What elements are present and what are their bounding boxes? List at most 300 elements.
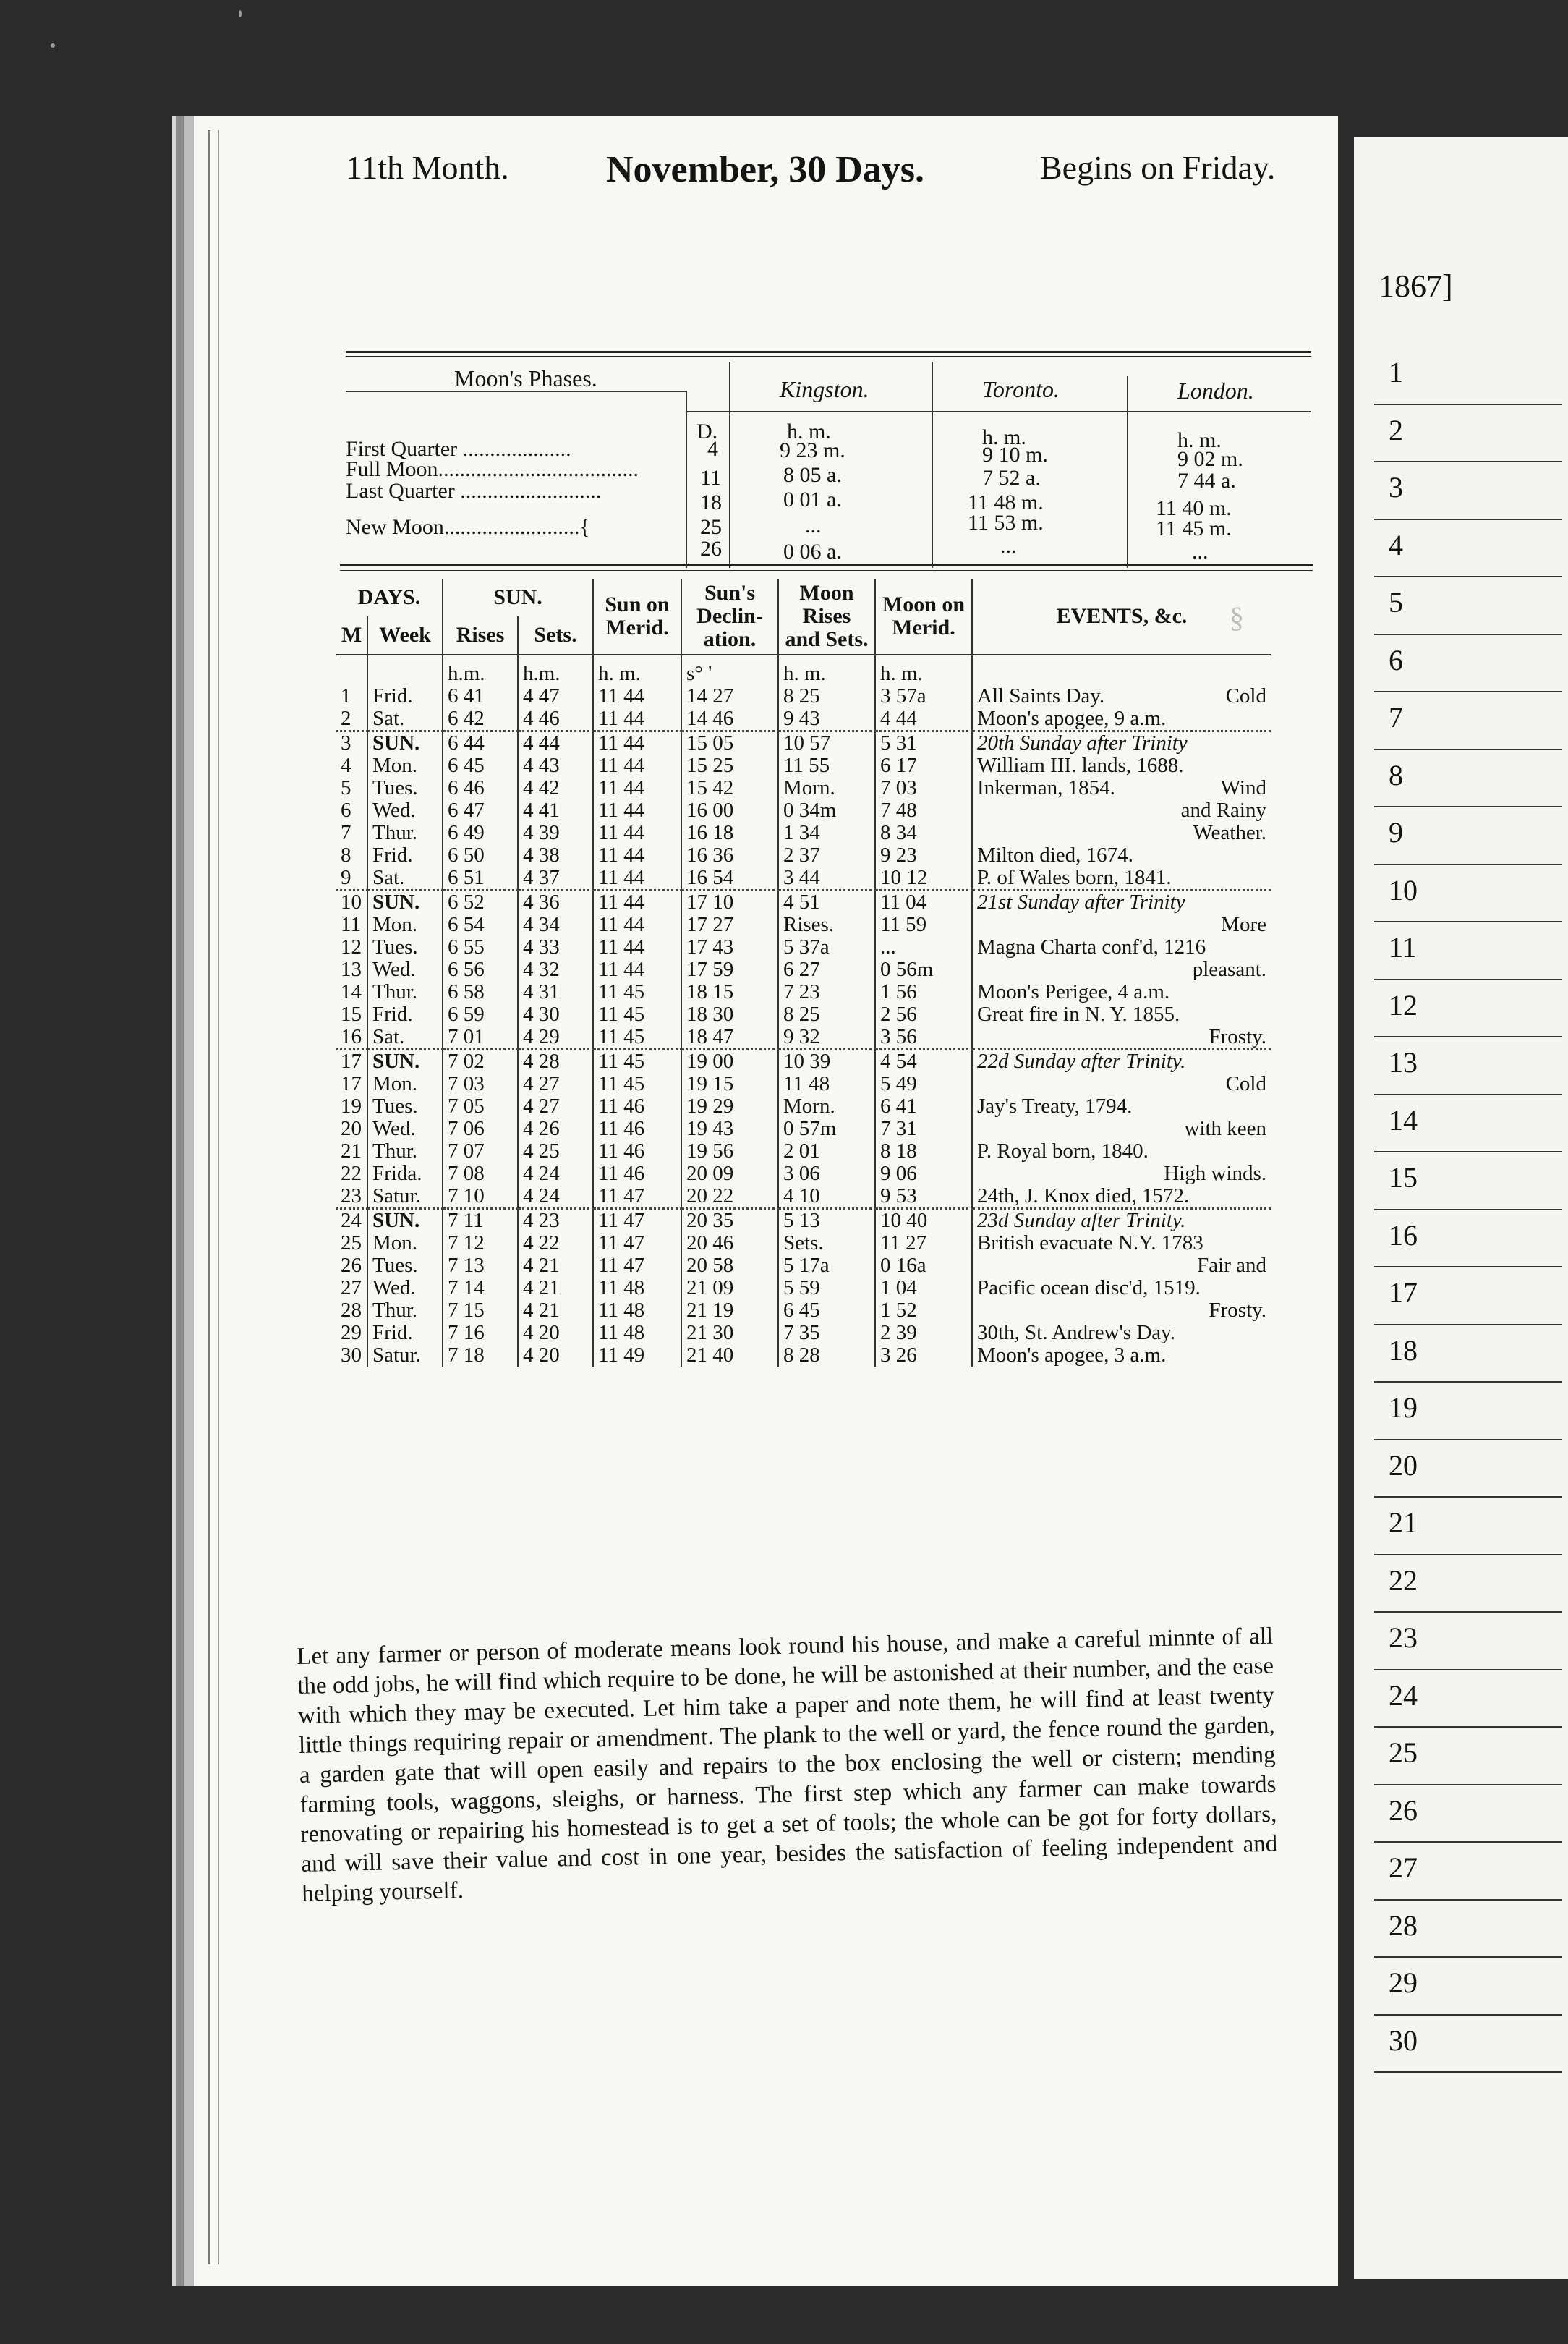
sun-sets: 4 38 — [518, 844, 593, 867]
declination-unit: s° ' — [681, 655, 778, 685]
moon-meridian: 3 57a — [875, 685, 972, 708]
sun-sets: 4 27 — [518, 1073, 593, 1095]
sun-declination: 21 40 — [681, 1344, 778, 1367]
sun-sets: 4 21 — [518, 1254, 593, 1277]
week-day: SUN. — [367, 731, 443, 755]
week-day: Thur. — [367, 1299, 443, 1322]
table-row — [336, 1140, 1271, 1163]
right-page-day-number: 1 — [1374, 347, 1562, 405]
sun-sets: 4 20 — [518, 1322, 593, 1344]
week-day: Sat. — [367, 708, 443, 731]
phase-london-time: 7 44 a. — [1177, 469, 1236, 493]
table-row — [336, 891, 1271, 914]
sun-sets: 4 22 — [518, 1232, 593, 1254]
sun-meridian: 11 44 — [593, 867, 681, 891]
right-page-day-number: 2 — [1374, 405, 1562, 463]
page-header — [346, 148, 1315, 206]
week-day: Frid. — [367, 844, 443, 867]
moon-rises-sets: 5 37a — [778, 936, 875, 959]
phase-kingston-time: 8 05 a. — [783, 463, 842, 487]
right-page-day-number: 27 — [1374, 1843, 1562, 1901]
week-day: Tues. — [367, 1095, 443, 1118]
phase-kingston-time: 9 23 m. — [780, 438, 845, 462]
sun-rises: 7 11 — [443, 1209, 518, 1233]
month-day: 4 — [341, 754, 351, 777]
table-row — [336, 1344, 1271, 1367]
sun-declination: 17 27 — [681, 914, 778, 936]
hm-label: h. m. — [982, 425, 1026, 449]
phase-london-time: 9 02 m. — [1177, 447, 1243, 471]
weather-note: pleasant. — [1192, 958, 1266, 981]
right-page-day-number: 10 — [1374, 865, 1562, 923]
sun-meridian: 11 47 — [593, 1232, 681, 1254]
month-day: 13 — [341, 958, 362, 981]
sun-rises: 7 13 — [443, 1254, 518, 1277]
moon-rises-sets: Rises. — [778, 914, 875, 936]
table-row — [336, 981, 1271, 1003]
moon-rises-sets: 8 28 — [778, 1344, 875, 1367]
weather-note: Cold — [1225, 684, 1266, 708]
month-day: 11 — [341, 913, 361, 936]
weather-note: Frosty. — [1209, 1299, 1266, 1322]
sun-rises: 6 41 — [443, 685, 518, 708]
right-page-year: 1867] — [1379, 268, 1453, 304]
event-text: 30th, St. Andrew's Day. — [977, 1321, 1175, 1344]
day-heading: D. — [696, 420, 718, 443]
right-page-day-list — [1374, 347, 1562, 2073]
sun-rises: 6 51 — [443, 867, 518, 891]
moon-meridian: 4 44 — [875, 708, 972, 731]
phase-day: 4 — [707, 437, 718, 461]
right-page-day-number: 18 — [1374, 1325, 1562, 1383]
right-page-day-number: 20 — [1374, 1440, 1562, 1498]
moon-rises-sets: 0 34m — [778, 799, 875, 822]
phase-day: 26 — [700, 537, 722, 561]
sun-sets: 4 21 — [518, 1277, 593, 1299]
moon-rises-sets: 6 45 — [778, 1299, 875, 1322]
month-day: 21 — [341, 1139, 362, 1163]
event-text: William III. lands, 1688. — [977, 754, 1184, 777]
table-row — [336, 1050, 1271, 1074]
sun-declination: 19 56 — [681, 1140, 778, 1163]
sun-meridian: 11 46 — [593, 1140, 681, 1163]
weather-note: Frosty. — [1209, 1025, 1266, 1048]
moon-meridian: 1 52 — [875, 1299, 972, 1322]
sun-declination: 21 30 — [681, 1322, 778, 1344]
sun-declination: 14 27 — [681, 685, 778, 708]
sun-meridian: 11 48 — [593, 1299, 681, 1322]
event-text: All Saints Day. — [977, 684, 1105, 708]
sets-unit: h.m. — [518, 655, 593, 685]
week-day: Frid. — [367, 685, 443, 708]
month-title: November, 30 Days. — [606, 149, 925, 190]
right-page-day-number: 8 — [1374, 750, 1562, 808]
sun-meridian: 11 48 — [593, 1277, 681, 1299]
event-text: British evacuate N.Y. 1783 — [977, 1231, 1203, 1254]
sun-rises: 6 59 — [443, 1003, 518, 1026]
moon-meridian: 5 49 — [875, 1073, 972, 1095]
event-cell — [972, 755, 1271, 777]
phase-london-time: 11 40 m. — [1156, 496, 1232, 520]
event-cell — [972, 1254, 1271, 1277]
moon-rises-sets: 3 44 — [778, 867, 875, 891]
moon-rises-sets: 7 35 — [778, 1322, 875, 1344]
month-day: 3 — [336, 731, 367, 755]
right-page-day-number: 7 — [1374, 692, 1562, 750]
phase-new-moon: New Moon.........................{ — [346, 515, 590, 539]
table-row — [336, 1003, 1271, 1026]
moon-rises-sets: Morn. — [778, 1095, 875, 1118]
month-day: 9 — [341, 866, 351, 889]
moon-meridian: 7 03 — [875, 777, 972, 799]
sun-declination: 20 22 — [681, 1185, 778, 1209]
sun-heading: SUN. — [443, 579, 593, 616]
sun-declination-heading: Sun's Declin- ation. — [681, 579, 778, 655]
table-row — [336, 1322, 1271, 1344]
moon-rises-sets: 4 10 — [778, 1185, 875, 1209]
phase-first-quarter: First Quarter .................... — [346, 437, 571, 461]
event-text: 22d Sunday after Trinity. — [977, 1050, 1186, 1073]
sun-sets: 4 25 — [518, 1140, 593, 1163]
week-day: Sat. — [367, 867, 443, 891]
sun-sets: 4 37 — [518, 867, 593, 891]
moon-phases-table — [346, 362, 1315, 579]
moon-meridian: 11 27 — [875, 1232, 972, 1254]
phase-day: 18 — [700, 491, 722, 514]
right-page-day-number: 11 — [1374, 922, 1562, 980]
sun-rises: 6 50 — [443, 844, 518, 867]
right-page-day-number: 26 — [1374, 1785, 1562, 1843]
table-row — [336, 755, 1271, 777]
week-day: Wed. — [367, 959, 443, 981]
begins-on: Begins on Friday. — [1040, 149, 1276, 186]
moon-meridian: 1 56 — [875, 981, 972, 1003]
moon-rises-sets: Morn. — [778, 777, 875, 799]
place-toronto: Toronto. — [982, 376, 1060, 402]
sun-sets: 4 31 — [518, 981, 593, 1003]
right-page-day-number: 28 — [1374, 1901, 1562, 1958]
event-cell — [972, 1209, 1271, 1233]
event-cell — [972, 1344, 1271, 1367]
sun-sets: 4 30 — [518, 1003, 593, 1026]
sun-declination: 19 15 — [681, 1073, 778, 1095]
month-day: 19 — [341, 1095, 362, 1118]
weather-note: with keen — [1184, 1117, 1266, 1140]
sun-meridian: 11 44 — [593, 777, 681, 799]
sun-sets: 4 20 — [518, 1344, 593, 1367]
table-row — [336, 799, 1271, 822]
right-page-day-number: 21 — [1374, 1498, 1562, 1555]
sun-rises: 6 55 — [443, 936, 518, 959]
sun-rises: 7 01 — [443, 1026, 518, 1050]
event-text: 23d Sunday after Trinity. — [977, 1209, 1186, 1232]
week-day: Sat. — [367, 1026, 443, 1050]
weather-note: More — [1221, 913, 1266, 936]
sun-rises: 6 45 — [443, 755, 518, 777]
moon-rises-sets: 8 25 — [778, 1003, 875, 1026]
event-text: P. Royal born, 1840. — [977, 1139, 1149, 1163]
event-cell — [972, 777, 1271, 799]
backdrop-speck — [239, 10, 242, 17]
sun-rises: 7 12 — [443, 1232, 518, 1254]
table-row — [336, 777, 1271, 799]
event-cell — [972, 708, 1271, 731]
moon-meridian: 2 39 — [875, 1322, 972, 1344]
table-row — [336, 1209, 1271, 1233]
right-page-day-number: 5 — [1374, 577, 1562, 635]
phase-toronto-time: 9 10 m. — [982, 443, 1048, 467]
event-cell — [972, 1050, 1271, 1074]
right-page-day-number: 23 — [1374, 1613, 1562, 1670]
moon-rises-sets: 11 55 — [778, 755, 875, 777]
month-day: 22 — [341, 1162, 362, 1185]
week-day: Thur. — [367, 981, 443, 1003]
moon-meridian: 8 34 — [875, 822, 972, 844]
week-day: Mon. — [367, 755, 443, 777]
moon-rises-sets: Sets. — [778, 1232, 875, 1254]
moon-rises-sets: 9 32 — [778, 1026, 875, 1050]
right-page-day-number: 30 — [1374, 2016, 1562, 2073]
event-cell — [972, 1185, 1271, 1209]
week-day: Frid. — [367, 1003, 443, 1026]
phases-vline — [686, 391, 687, 568]
days-table — [336, 579, 1271, 1367]
merid-unit: h. m. — [593, 655, 681, 685]
sun-declination: 21 09 — [681, 1277, 778, 1299]
days-heading: DAYS. — [357, 585, 421, 609]
right-page-day-number: 4 — [1374, 520, 1562, 578]
sun-sets: 4 41 — [518, 799, 593, 822]
event-text: P. of Wales born, 1841. — [977, 866, 1172, 889]
place-kingston: Kingston. — [780, 376, 869, 402]
sun-declination: 15 25 — [681, 755, 778, 777]
event-cell — [972, 1003, 1271, 1026]
sun-declination: 19 29 — [681, 1095, 778, 1118]
sun-sets: 4 21 — [518, 1299, 593, 1322]
sun-merid-heading: Sun on Merid. — [593, 579, 681, 655]
sun-declination: 20 09 — [681, 1163, 778, 1185]
moon-meridian: 3 56 — [875, 1026, 972, 1050]
week-day: SUN. — [367, 891, 443, 914]
phase-full-moon: Full Moon..................................... — [346, 457, 639, 481]
month-day: 14 — [341, 980, 362, 1003]
sun-sets: 4 24 — [518, 1185, 593, 1209]
sun-sets: 4 46 — [518, 708, 593, 731]
sun-meridian: 11 47 — [593, 1185, 681, 1209]
table-row — [336, 708, 1271, 731]
table-row — [336, 822, 1271, 844]
event-cell — [972, 1277, 1271, 1299]
sun-meridian: 11 49 — [593, 1344, 681, 1367]
week-day: Wed. — [367, 799, 443, 822]
month-day: 26 — [341, 1254, 362, 1277]
event-text: Inkerman, 1854. — [977, 776, 1115, 799]
sun-rises: 7 18 — [443, 1344, 518, 1367]
event-cell — [972, 844, 1271, 867]
week-day: Frid. — [367, 1322, 443, 1344]
month-day: 1 — [341, 684, 351, 708]
right-page-day-number: 16 — [1374, 1210, 1562, 1268]
event-cell — [972, 1140, 1271, 1163]
event-cell — [972, 981, 1271, 1003]
weather-note: Wind — [1220, 776, 1266, 799]
header-rule-thin — [346, 356, 1311, 357]
phase-london-time: ... — [1192, 540, 1209, 564]
hm-label: h. m. — [787, 420, 831, 443]
sun-rises: 6 58 — [443, 981, 518, 1003]
rises-unit: h.m. — [443, 655, 518, 685]
month-day: 27 — [341, 1276, 362, 1299]
month-day: 7 — [341, 821, 351, 844]
event-cell — [972, 936, 1271, 959]
sun-meridian: 11 44 — [593, 731, 681, 755]
event-cell — [972, 1026, 1271, 1050]
event-cell — [972, 731, 1271, 755]
moon-meridian: 7 31 — [875, 1118, 972, 1140]
sun-declination: 20 58 — [681, 1254, 778, 1277]
event-text: Milton died, 1674. — [977, 844, 1133, 867]
sun-rises: 7 05 — [443, 1095, 518, 1118]
moon-meridian: 8 18 — [875, 1140, 972, 1163]
event-text: 24th, J. Knox died, 1572. — [977, 1184, 1190, 1207]
moon-meridian: ... — [875, 936, 972, 959]
event-text: Magna Charta conf'd, 1216 — [977, 935, 1206, 959]
farmer-advice-paragraph: Let any farmer or person of moderate means look round his house, and make a careful minnte of all the odd jobs, he will find which require to be done, he will be astonished at their number, and the ease with which they may be executed. Let him take a paper and note them, he will find at least twenty little things requiring repair or amendment. The plank to the well or yard, the fence round the garden, a garden gate that will open easily and repairs to the box enclosing the well or cistern; mending farming tools, waggons, sleighs, or harness. The first step which any farmer can make towards renovating or repairing his homestead is to get a set of tools; the whole can be got for forty dollars, and will save their value and cost in one year, besides the satisfaction of feeling independent and helping yourself. — [297, 1623, 1278, 1907]
sun-meridian: 11 45 — [593, 1050, 681, 1074]
event-cell — [972, 891, 1271, 914]
sun-rises: 6 47 — [443, 799, 518, 822]
event-cell — [972, 867, 1271, 891]
month-number: 11th Month. — [346, 149, 509, 186]
phase-toronto-time: 11 48 m. — [968, 491, 1044, 514]
sun-declination: 16 00 — [681, 799, 778, 822]
moon-rises-sets: 3 06 — [778, 1163, 875, 1185]
moon-meridian: 0 56m — [875, 959, 972, 981]
sun-meridian: 11 44 — [593, 914, 681, 936]
phases-vline — [729, 362, 730, 568]
sun-sets: 4 39 — [518, 822, 593, 844]
month-day: 10 — [336, 891, 367, 914]
sun-rises: 6 44 — [443, 731, 518, 755]
sun-rises: 7 06 — [443, 1118, 518, 1140]
table-row — [336, 914, 1271, 936]
bleed-through-text: § — [1230, 601, 1244, 634]
phase-kingston-time: 0 06 a. — [783, 540, 842, 564]
right-page-day-number: 19 — [1374, 1383, 1562, 1440]
moon-rises-sets: 11 48 — [778, 1073, 875, 1095]
month-day: 30 — [341, 1343, 362, 1367]
phase-london-time: 11 45 m. — [1156, 517, 1232, 540]
week-day: Satur. — [367, 1185, 443, 1209]
phases-bottom-rule — [340, 564, 1313, 566]
week-day: Tues. — [367, 1254, 443, 1277]
event-text: Moon's Perigee, 4 a.m. — [977, 980, 1170, 1003]
event-cell — [972, 822, 1271, 844]
sun-declination: 16 18 — [681, 822, 778, 844]
sun-declination: 20 46 — [681, 1232, 778, 1254]
phase-last-quarter: Last Quarter .......................... — [346, 479, 602, 503]
event-text: 21st Sunday after Trinity — [977, 891, 1185, 914]
moon-rises-sets: 6 27 — [778, 959, 875, 981]
sun-sets: 4 32 — [518, 959, 593, 981]
sun-declination: 20 35 — [681, 1209, 778, 1233]
week-day: Satur. — [367, 1344, 443, 1367]
sets-heading: Sets. — [518, 616, 593, 655]
week-day: Mon. — [367, 1073, 443, 1095]
phase-toronto-time: 11 53 m. — [968, 511, 1044, 535]
moon-merid-heading: Moon on Merid. — [875, 579, 972, 655]
week-day: Frida. — [367, 1163, 443, 1185]
moon-meridian: 10 40 — [875, 1209, 972, 1233]
event-text: Jay's Treaty, 1794. — [977, 1095, 1133, 1118]
sun-sets: 4 24 — [518, 1163, 593, 1185]
backdrop-speck — [51, 43, 55, 48]
sun-rises: 7 10 — [443, 1185, 518, 1209]
sun-meridian: 11 44 — [593, 755, 681, 777]
week-day: Mon. — [367, 914, 443, 936]
sun-meridian: 11 48 — [593, 1322, 681, 1344]
sun-declination: 15 05 — [681, 731, 778, 755]
sun-declination: 18 30 — [681, 1003, 778, 1026]
sun-rises: 6 46 — [443, 777, 518, 799]
right-page-day-number: 12 — [1374, 980, 1562, 1038]
month-day: 8 — [341, 844, 351, 867]
moon-meridian: 0 16a — [875, 1254, 972, 1277]
days-table-body — [336, 655, 1271, 1367]
week-day: Thur. — [367, 1140, 443, 1163]
moon-rises-sets: 1 34 — [778, 822, 875, 844]
moon-rises-sets: 4 51 — [778, 891, 875, 914]
event-cell — [972, 914, 1271, 936]
moon-meridian: 11 59 — [875, 914, 972, 936]
moon-meridian: 1 04 — [875, 1277, 972, 1299]
event-cell — [972, 1118, 1271, 1140]
sun-meridian: 11 44 — [593, 685, 681, 708]
sun-declination: 16 36 — [681, 844, 778, 867]
event-text: Moon's apogee, 3 a.m. — [977, 1343, 1167, 1367]
week-day: Wed. — [367, 1118, 443, 1140]
sun-declination: 19 43 — [681, 1118, 778, 1140]
week-day: SUN. — [367, 1050, 443, 1074]
moon-rises-sets: 7 23 — [778, 981, 875, 1003]
sun-rises: 7 02 — [443, 1050, 518, 1074]
sun-rises: 6 49 — [443, 822, 518, 844]
sun-declination: 21 19 — [681, 1299, 778, 1322]
month-day: 17 — [336, 1050, 367, 1074]
table-row — [336, 731, 1271, 755]
weather-note: and Rainy — [1180, 799, 1266, 822]
weather-note: Fair and — [1197, 1254, 1266, 1277]
sun-sets: 4 27 — [518, 1095, 593, 1118]
right-page-day-number: 25 — [1374, 1728, 1562, 1785]
table-row — [336, 844, 1271, 867]
moon-rises-sets: 2 37 — [778, 844, 875, 867]
table-row — [336, 1026, 1271, 1050]
m-heading: M — [341, 622, 362, 647]
moon-meridian: 6 41 — [875, 1095, 972, 1118]
month-day: 12 — [341, 935, 362, 959]
week-day: SUN. — [367, 1209, 443, 1233]
phases-divider — [686, 411, 1311, 412]
event-cell — [972, 1232, 1271, 1254]
month-day: 24 — [336, 1209, 367, 1233]
phase-kingston-time: 0 01 a. — [783, 488, 842, 511]
phase-kingston-time: ... — [805, 514, 822, 538]
month-day: 28 — [341, 1299, 362, 1322]
moon-meridian: 4 54 — [875, 1050, 972, 1074]
table-row — [336, 1232, 1271, 1254]
weather-note: High winds. — [1164, 1162, 1266, 1185]
